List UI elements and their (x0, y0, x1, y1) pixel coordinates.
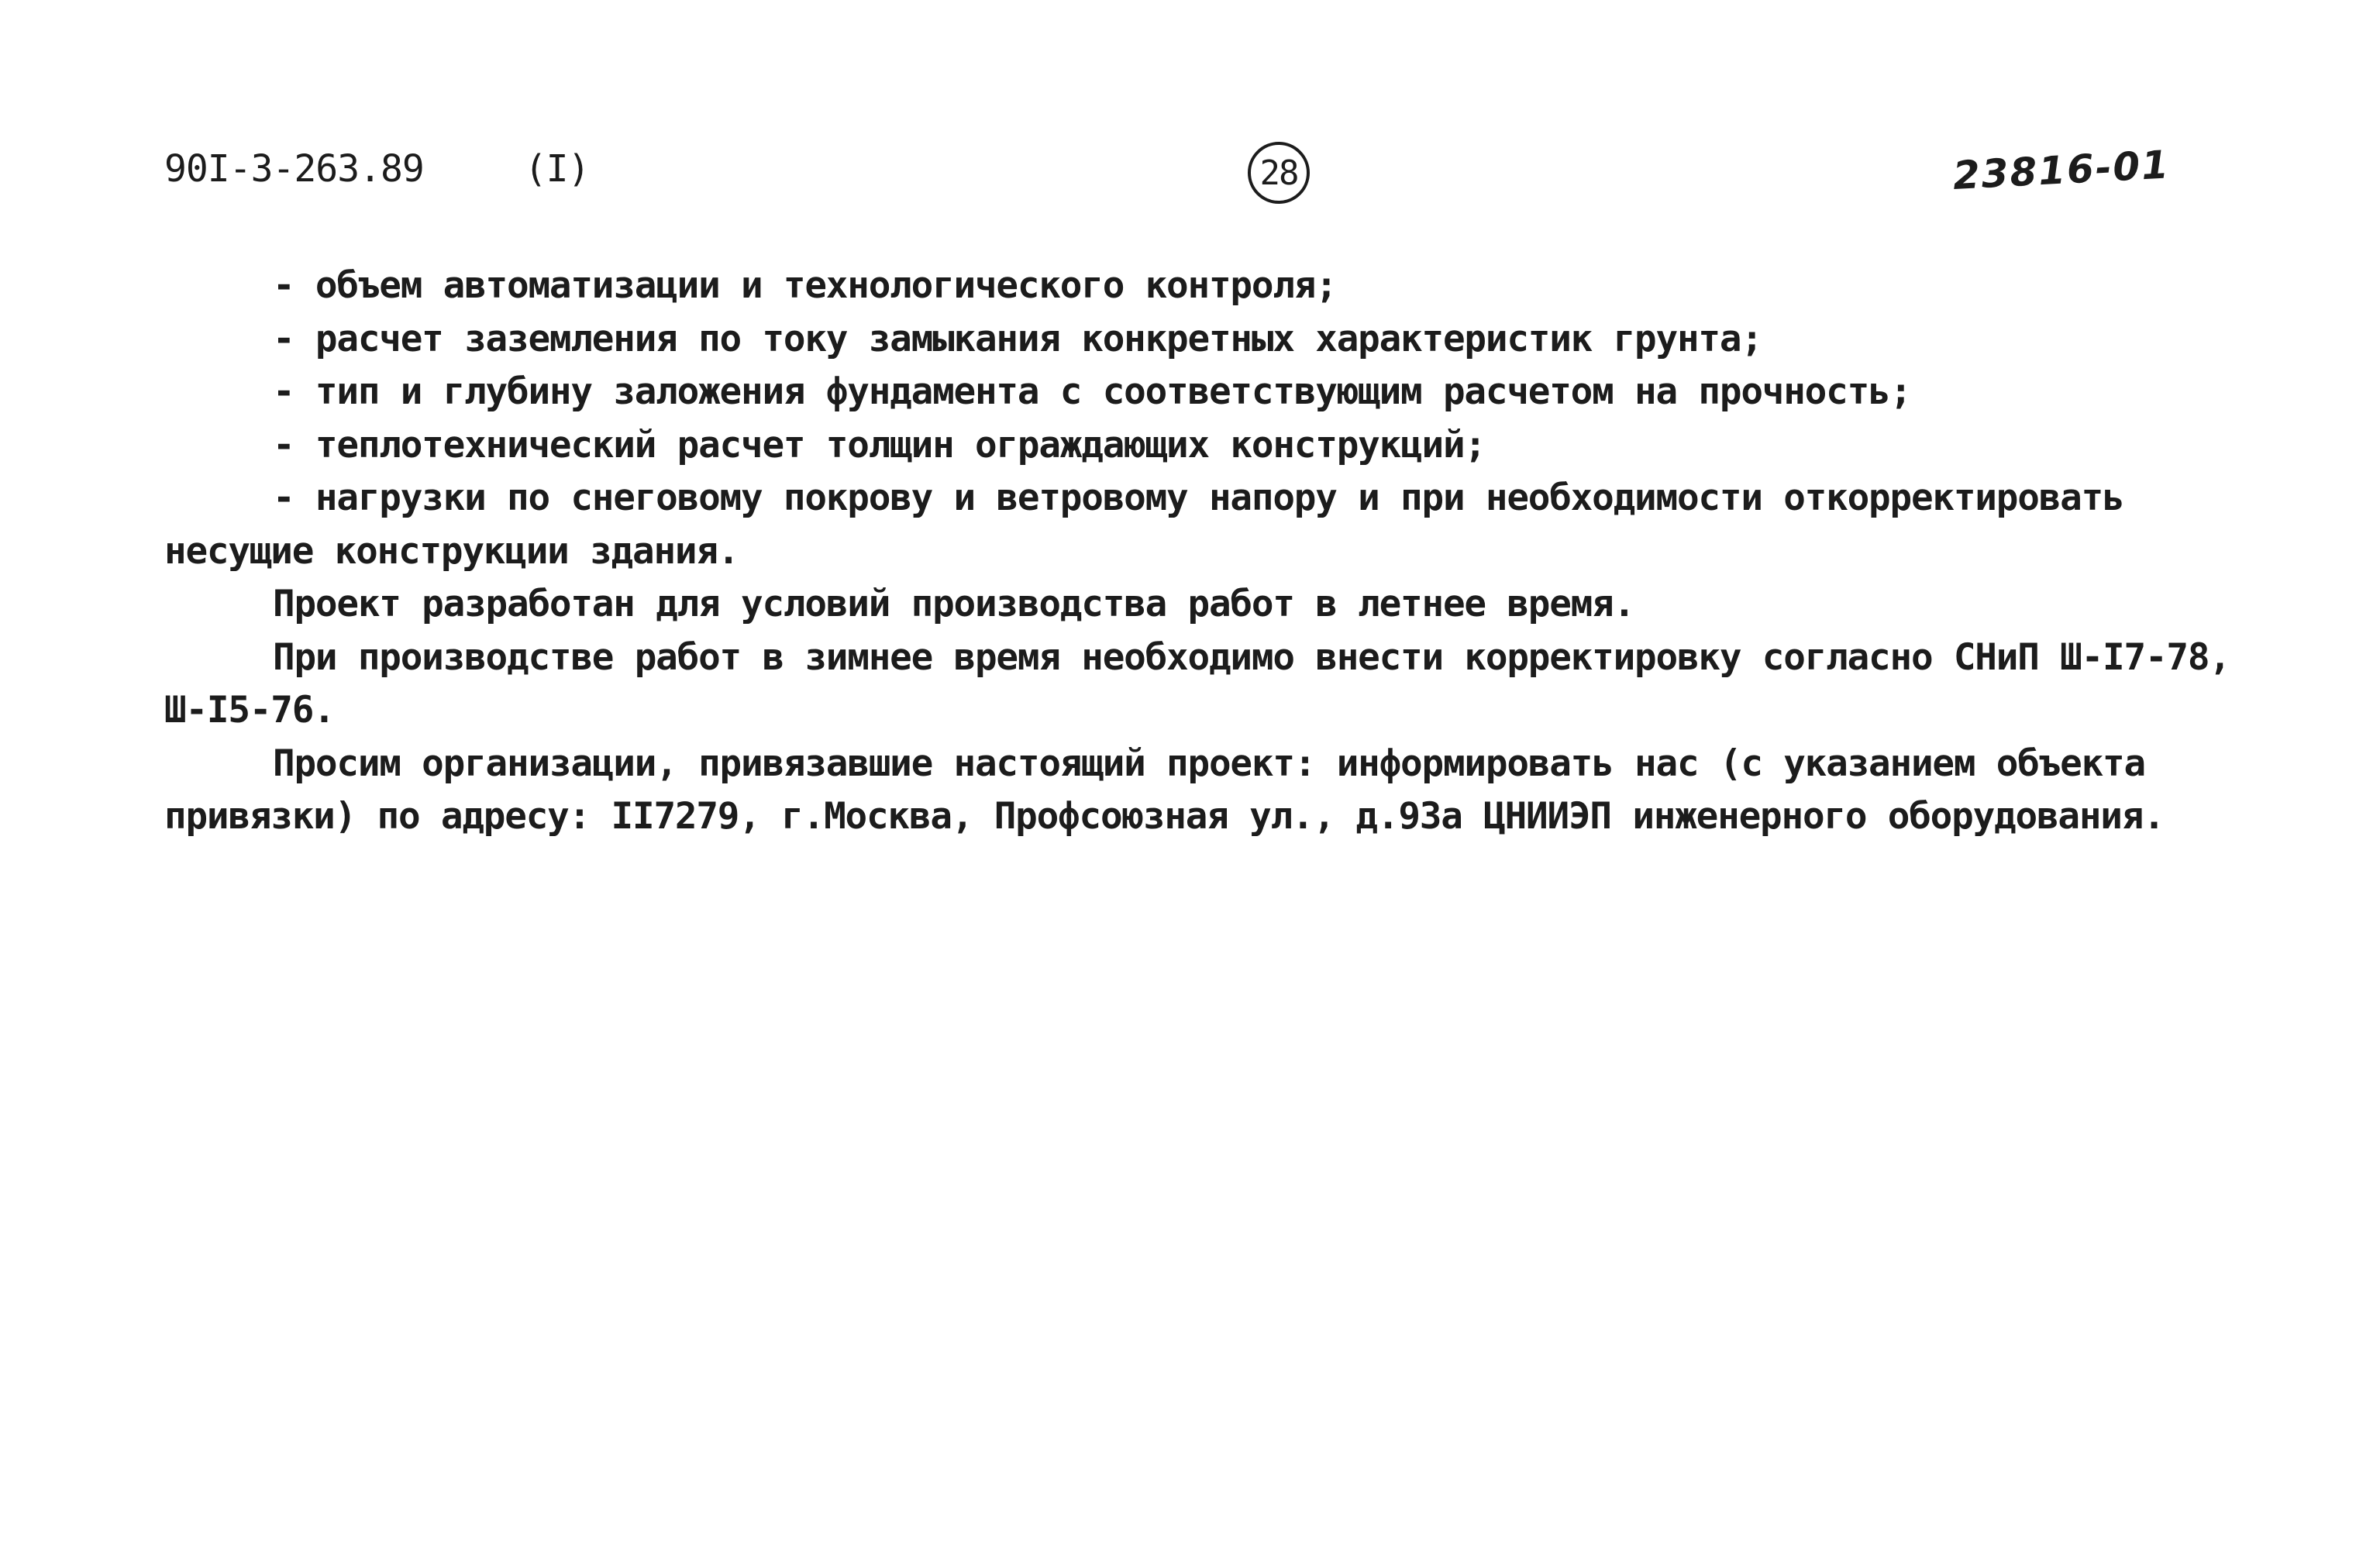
list-item: - объем автоматизации и технологического контроля; (273, 264, 1337, 307)
list-item: - расчет заземления по току замыкания конкретных характеристик грунта; (273, 317, 1762, 360)
document-code: 90I-3-263.89 (164, 147, 424, 191)
paragraph: Просим организации, привязавшие настоящий проект: информировать нас (с указанием объекта (273, 742, 2145, 785)
list-item: - теплотехнический расчет толщин ограждающих конструкций; (273, 423, 1486, 466)
handwritten-note: 23816-01 (1951, 142, 2172, 198)
paragraph-continuation: Ш-I5-76. (164, 689, 335, 732)
document-header (164, 147, 589, 191)
list-item: - тип и глубину заложения фундамента с соответствующим расчетом на прочность; (273, 370, 1911, 413)
paragraph: Проект разработан для условий производства работ в летнее время. (273, 583, 1635, 625)
document-body (164, 260, 2257, 844)
page-number (1248, 142, 1310, 204)
paragraph: При производстве работ в зимнее время необходимо внести корректировку согласно СНиП Ш-I7-78, (273, 635, 2230, 679)
paragraph-continuation: привязки) по адресу: II7279, г.Москва, Профсоюзная ул., д.93а ЦНИИЭП инженерного оборудования. (164, 795, 2165, 838)
document-part: (I) (524, 147, 590, 191)
page-number-label: 28 (1259, 153, 1298, 193)
list-item-continuation: несущие конструкции здания. (164, 529, 739, 573)
list-item: - нагрузки по снеговому покрову и ветровому напору и при необходимости откорректировать (273, 477, 2124, 519)
